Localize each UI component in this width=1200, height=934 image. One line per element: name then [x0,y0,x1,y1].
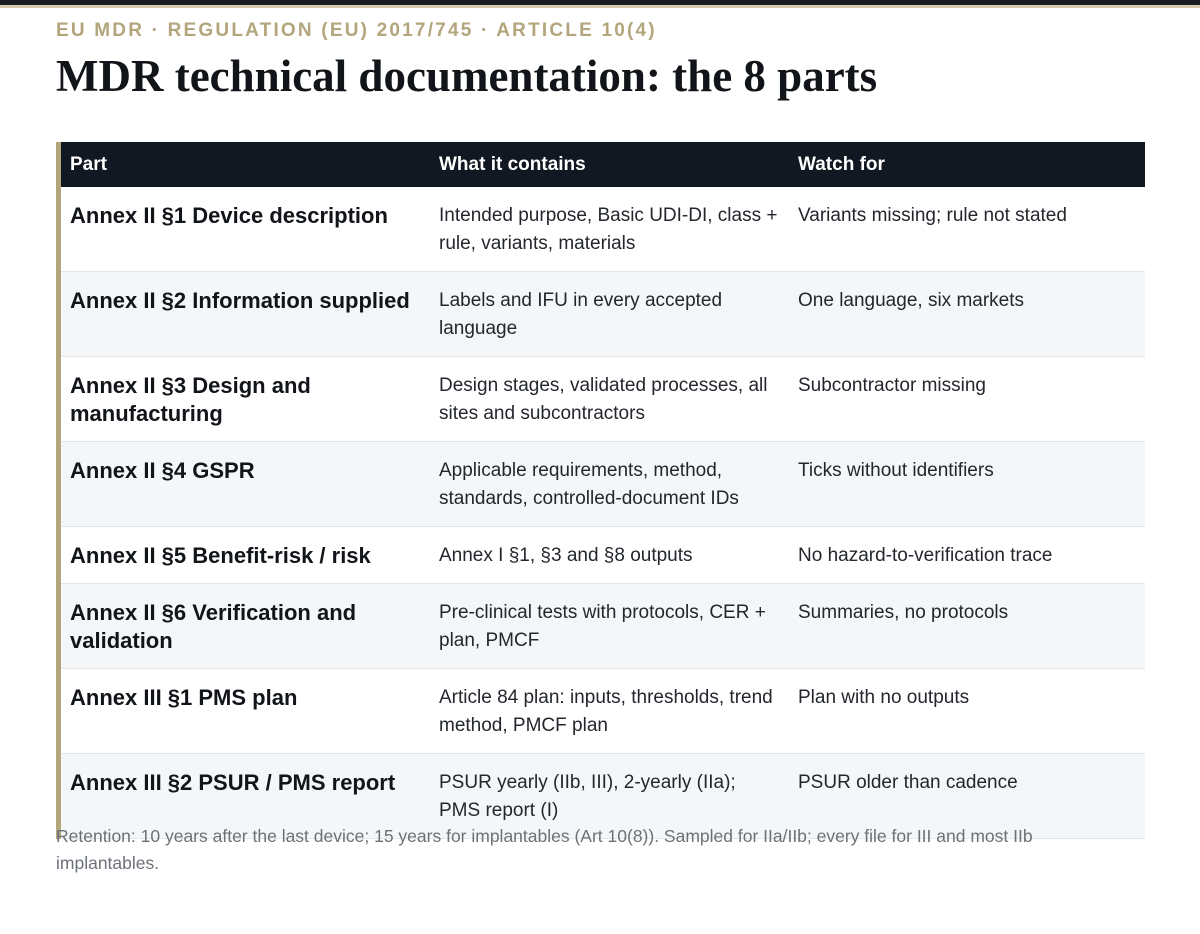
row-contains: Article 84 plan: inputs, thresholds, trend method, PMCF plan [439,687,773,736]
row-part: Annex III §2 PSUR / PMS report [70,770,396,795]
row-contains: PSUR yearly (IIb, III), 2-yearly (IIa); PMS report (I) [439,772,736,821]
row-watch: Ticks without identifiers [798,460,994,481]
top-rule-accent [0,5,1200,8]
table-row [61,527,1145,584]
row-watch: Plan with no outputs [798,687,970,708]
table-row [61,272,1145,357]
regulation-kicker: EU MDR · REGULATION (EU) 2017/745 · ARTICLE 10(4) [56,20,657,41]
table-row [61,442,1145,527]
row-contains: Annex I §1, §3 and §8 outputs [439,545,693,566]
row-part: Annex II §1 Device description [70,203,388,228]
row-watch: No hazard-to-verification trace [798,545,1053,566]
column-header-part: Part [70,153,107,175]
column-header-watch: Watch for [798,153,885,175]
table-row [61,669,1145,754]
table-body [61,187,1145,839]
row-part: Annex II §3 Design and manufacturing [70,373,311,426]
documentation-table [61,142,1145,839]
column-header-contains: What it contains [439,153,586,175]
row-part: Annex II §5 Benefit-risk / risk [70,543,371,568]
table-row [61,187,1145,272]
row-watch: PSUR older than cadence [798,772,1018,793]
row-part: Annex II §4 GSPR [70,458,255,483]
row-contains: Design stages, validated processes, all sites and subcontractors [439,375,768,424]
row-watch: Variants missing; rule not stated [798,205,1067,226]
row-part: Annex III §1 PMS plan [70,685,298,710]
row-contains: Applicable requirements, method, standards, controlled-document IDs [439,460,739,509]
retention-footnote: Retention: 10 years after the last device; 15 years for implantables (Art 10(8)). Sampled for IIa/IIb; every file for III and most IIb implantables. [56,826,1033,873]
documentation-table-container [56,142,1150,839]
row-watch: Summaries, no protocols [798,602,1009,623]
row-contains: Intended purpose, Basic UDI-DI, class + rule, variants, materials [439,205,778,254]
page-title: MDR technical documentation: the 8 parts [56,51,878,101]
table-header [61,142,1145,187]
row-watch: One language, six markets [798,290,1025,311]
row-contains: Labels and IFU in every accepted language [439,290,723,339]
table-row [61,584,1145,669]
row-part: Annex II §6 Verification and validation [70,600,357,653]
row-watch: Subcontractor missing [798,375,986,396]
row-part: Annex II §2 Information supplied [70,288,410,313]
table-header-row [61,142,1145,187]
table-row [61,357,1145,442]
row-contains: Pre-clinical tests with protocols, CER + plan, PMCF [439,602,766,651]
